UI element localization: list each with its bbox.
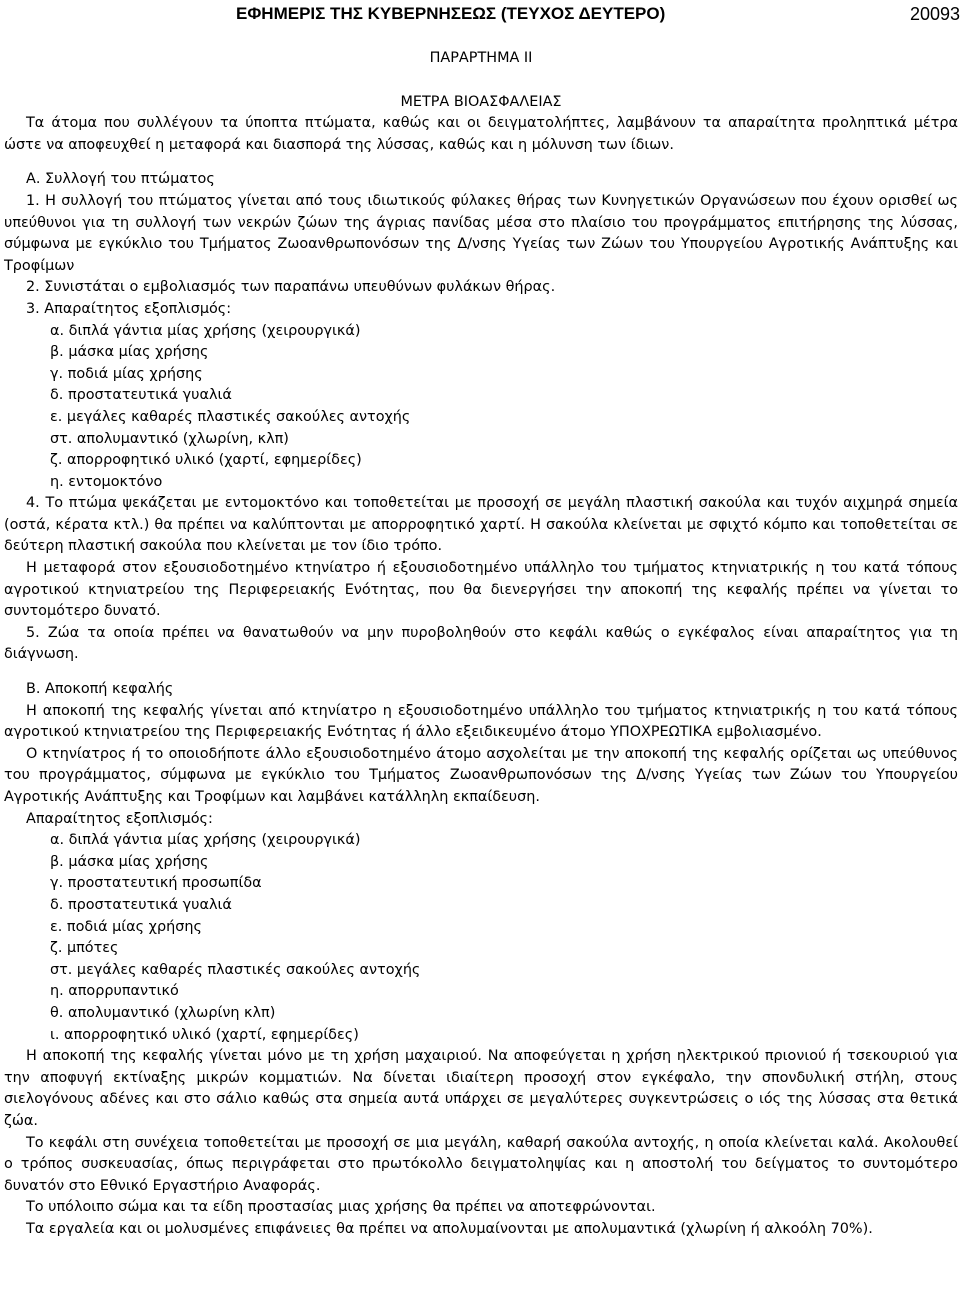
section-a-paragraph-3: 3. Απαραίτητος εξοπλισμός: [26, 300, 232, 317]
section-b-paragraph-1: Η αποκοπή της κεφαλής γίνεται από κτηνίατρο η εξουσιοδοτημένο υπάλληλο του τμήματος κτηνιατρικής η του κατά τόπους αγροτικού κτηνιατρείου της Περιφερειακής Ενότητας ή άλλο εξειδικευμένο άτομο ΥΠΟΧΡΕΩΤΙΚΑ εμβολιασμένο. [4, 702, 958, 741]
document-body [4, 48, 958, 1240]
list-item: ε. ποδιά μίας χρήσης [50, 918, 202, 935]
page-number: 20093 [909, 4, 960, 24]
section-b-paragraph-2: Ο κτηνίατρος ή το οποιοδήποτε άλλο εξουσιοδοτημένο άτομο ασχολείται με την αποκοπή της κεφαλής ορίζεται ως υπεύθυνος του προγράμματος, σύμφωνα με εγκύκλιο του Τμήματος Ζωοανθρωπονόσων της Δ/νσης Υγείας των Ζώων του Υπουργείου Αγροτικής Ανάπτυξης και Τροφίμων και λαμβάνει κατάλληλη εκπαίδευση. [4, 745, 958, 805]
section-b-paragraph-5: Το κεφάλι στη συνέχεια τοποθετείται με προσοχή σε μια μεγάλη, καθαρή σακούλα αντοχής, η οποία κλείνεται καλά. Ακολουθεί ο τρόπος συσκευασίας, όπως περιγράφεται στο πρωτόκολλο δειγματοληψίας και η αποστολή του δείγματος το συντομότερο δυνατόν στο Εθνικό Εργαστήριο Αναφοράς. [4, 1134, 958, 1194]
list-item: η. απορρυπαντικό [50, 983, 179, 1000]
section-b-paragraph-7: Τα εργαλεία και οι μολυσμένες επιφάνειες θα πρέπει να απολυμαίνονται με απολυμαντικά (χλωρίνη ή αλκοόλη 70%). [26, 1220, 873, 1237]
spacer [4, 666, 958, 679]
list-item: γ. ποδιά μίας χρήσης [50, 365, 203, 382]
list-item: στ. απολυμαντικό (χλωρίνη, κλπ) [50, 430, 289, 447]
list-item: δ. προστατευτικά γυαλιά [50, 896, 232, 913]
intro-paragraph: Τα άτομα που συλλέγουν τα ύποπτα πτώματα, καθώς και οι δειγματολήπτες, λαμβάνουν τα απαραίτητα προληπτικά μέτρα ώστε να αποφευχθεί η μεταφορά και διασπορά της λύσσας, καθώς και η μόλυνση των ίδιων. [4, 115, 958, 153]
section-a-paragraph-2: 2. Συνιστάται ο εμβολιασμός των παραπάνω υπευθύνων φυλάκων θήρας. [26, 279, 556, 296]
list-item: α. διπλά γάντια μίας χρήσης (χειρουργικά) [50, 832, 361, 849]
section-b-heading: Β. Αποκοπή κεφαλής [26, 681, 174, 698]
list-item: ε. μεγάλες καθαρές πλαστικές σακούλες αντοχής [50, 408, 411, 425]
section-b-paragraph-6: Το υπόλοιπο σώμα και τα είδη προστασίας μιας χρήσης θα πρέπει να αποτεφρώνονται. [26, 1199, 656, 1216]
section-b-paragraph-4: Η αποκοπή της κεφαλής γίνεται μόνο με τη χρήση μαχαιριού. Να αποφεύγεται η χρήση ηλεκτρικού πριονιού ή τσεκουριού για την αποφυγή εκτίναξης μικρών κομματιών. Να δίνεται ιδιαίτερη προσοχή στον εγκέφαλο, την σπονδυλική στήλη, στους σιελογόνους αδένες και στο σάλιο καθώς στα σημεία αυτά υπάρχει σε μεγαλύτερες συγκεντρώσεις ο ιός της λύσσας στα θετικά ζώα. [4, 1048, 958, 1129]
list-item: θ. απολυμαντικό (χλωρίνη κλπ) [50, 1004, 276, 1021]
list-item: ζ. μπότες [50, 940, 119, 957]
list-item: η. εντομοκτόνο [50, 473, 163, 490]
list-item: ι. απορροφητικό υλικό (χαρτί, εφημερίδες) [50, 1026, 359, 1043]
list-item: γ. προστατευτική προσωπίδα [50, 875, 262, 892]
list-item: στ. μεγάλες καθαρές πλαστικές σακούλες αντοχής [50, 961, 421, 978]
spacer [4, 70, 958, 92]
section-a-heading: Α. Συλλογή του πτώματος [26, 171, 215, 188]
list-item: α. διπλά γάντια μίας χρήσης (χειρουργικά) [50, 322, 361, 339]
section-a-transport-paragraph: Η μεταφορά στον εξουσιοδοτημένο κτηνίατρο ή εξουσιοδοτημένο υπάλληλο του τμήματος κτηνιατρικής η του κατά τόπους αγροτικού κτηνιατρείου της Περιφερειακής Ενότητας, που θα διενεργήσει την αποκοπή της κεφαλής πρέπει να γίνεται το συντομότερο δυνατό. [4, 560, 958, 620]
list-item: β. μάσκα μίας χρήσης [50, 344, 209, 361]
section-a-paragraph-1: 1. Η συλλογή του πτώματος γίνεται από τους ιδιωτικούς φύλακες θήρας των Κυνηγετικών Οργανώσεων που έχουν ορισθεί ως υπεύθυνοι για τη συλλογή των νεκρών ζώων της άγριας πανίδας μέσα στο πλαίσιο του προγράμματος επιτήρησης της λύσσας, σύμφωνα με εγκύκλιο του Τμήματος Ζωοανθρωπονόσων της Δ/νσης Υγείας των Ζώων του Υπουργείου Αγροτικής Ανάπτυξης και Τροφίμων [4, 192, 958, 274]
section-b-paragraph-3: Απαραίτητος εξοπλισμός: [26, 810, 213, 827]
gazette-title: ΕΦΗΜΕΡΙΣ ΤΗΣ ΚΥΒΕΡΝΗΣΕΩΣ (ΤΕΥΧΟΣ ΔΕΥΤΕΡΟ) [236, 4, 666, 23]
spacer [4, 156, 958, 169]
section-a-paragraph-4: 4. Το πτώμα ψεκάζεται με εντομοκτόνο και τοποθετείται με προσοχή σε μεγάλη πλαστική σακούλα και τυχόν αιχμηρά σημεία (οστά, κέρατα κτλ.) θα πρέπει να καλύπτονται με απορροφητικό χαρτί. Η σακούλα κλείνεται με σφιχτό κόμπο και τοποθετείται σε δεύτερη πλαστική σακούλα που κλείνεται με τον ίδιο τρόπο. [4, 495, 958, 555]
annex-title: ΠΑΡΑΡΤΗΜΑ ΙΙ [429, 50, 533, 66]
measures-title: ΜΕΤΡΑ ΒΙΟΑΣΦΑΛΕΙΑΣ [400, 93, 562, 110]
list-item: δ. προστατευτικά γυαλιά [50, 387, 232, 404]
page-header [0, 3, 960, 27]
list-item: β. μάσκα μίας χρήσης [50, 853, 209, 870]
section-a-paragraph-5: 5. Ζώα τα οποία πρέπει να θανατωθούν να μην πυροβοληθούν στο κεφάλι καθώς ο εγκέφαλος είναι απαραίτητος για τη διάγνωση. [4, 624, 958, 663]
list-item: ζ. απορροφητικό υλικό (χαρτί, εφημερίδες) [50, 452, 362, 469]
